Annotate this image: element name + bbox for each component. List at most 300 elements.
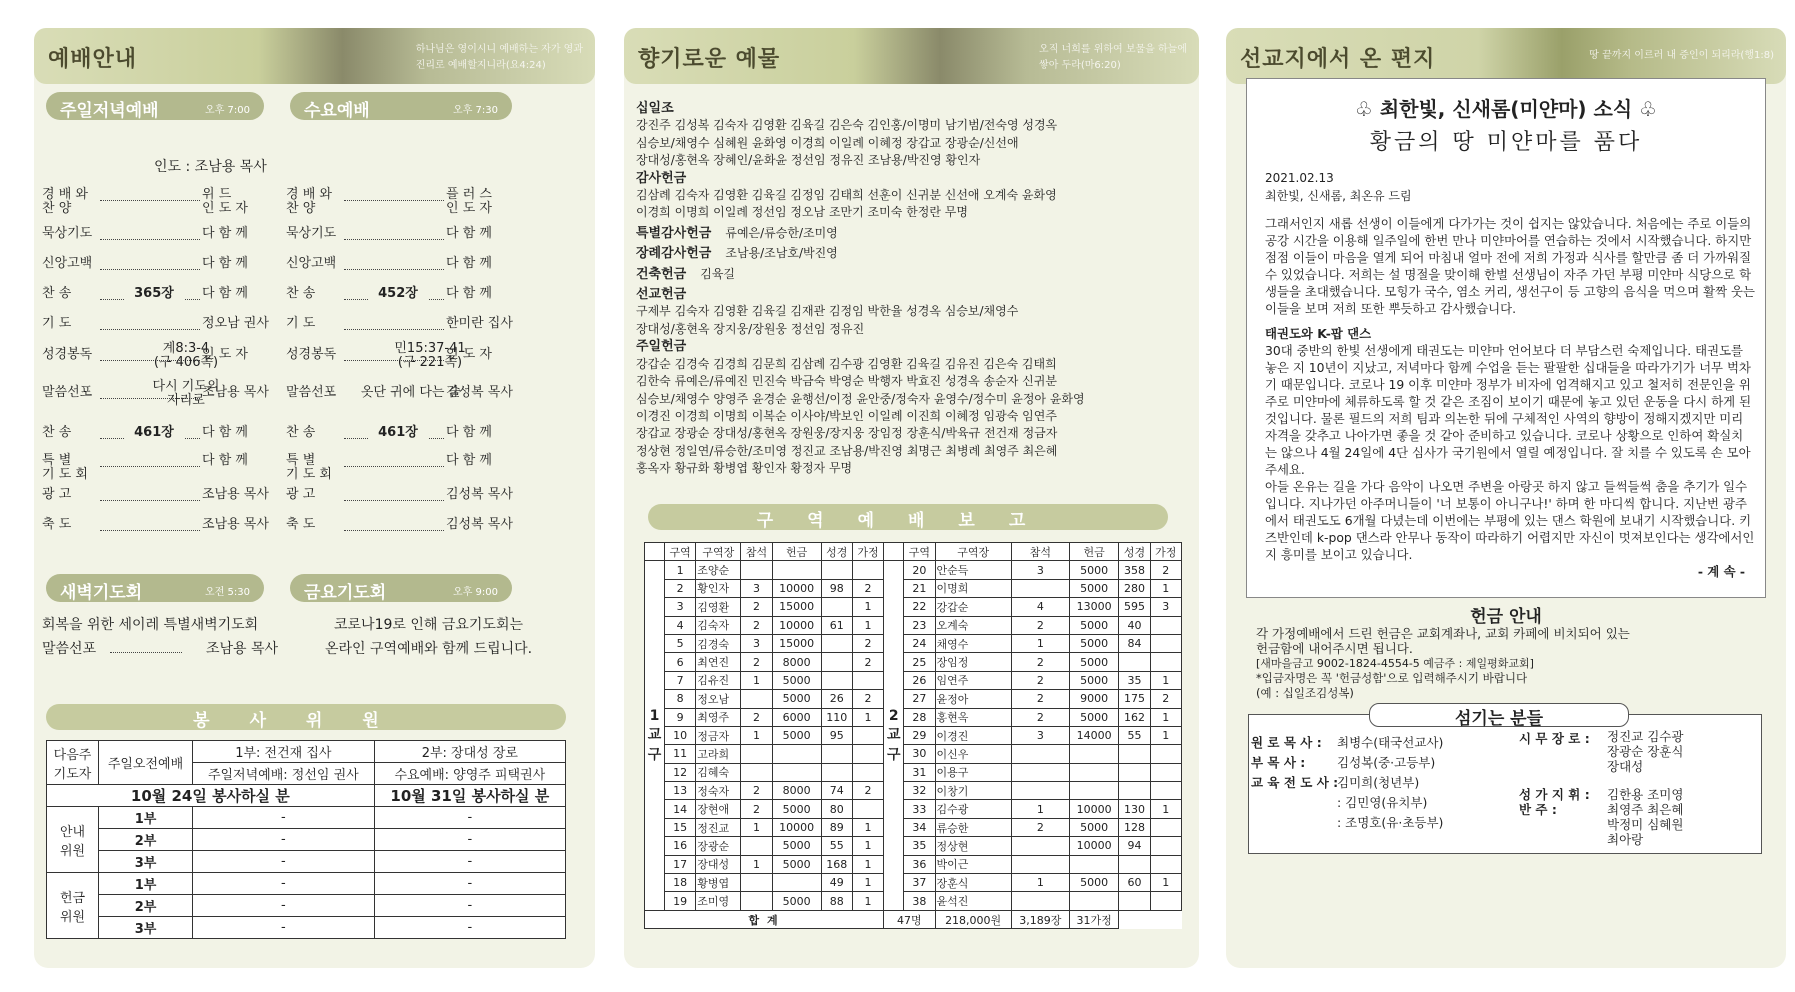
part2: 2부: 장대성 장로 — [374, 741, 565, 763]
wednesday-item-person: 플 러 스 인 도 자 — [446, 187, 492, 216]
table-cell: 5000 — [772, 800, 821, 818]
table-cell: 황인자 — [696, 579, 741, 597]
table-cell: 김유진 — [696, 671, 741, 689]
table-cell: 조양순 — [696, 561, 741, 579]
column-header: 성경 — [821, 543, 852, 561]
table-cell — [1150, 653, 1181, 671]
table-cell: 1 — [665, 561, 696, 579]
sunday-item-person: 인 도 자 — [202, 347, 248, 362]
table-cell: 1 — [852, 708, 883, 726]
offering-title: 향기로운 예물 — [638, 47, 781, 72]
table-cell: 38 — [904, 892, 935, 910]
table-cell: 2 — [852, 690, 883, 708]
wednesday-item-label: 말씀선포 — [286, 385, 337, 400]
table-row — [645, 745, 1182, 763]
table-cell: 1 — [1011, 634, 1069, 652]
district-1-label: 1 교 구 — [645, 561, 665, 910]
wednesday-item-label: 특 별 기 도 회 — [286, 453, 332, 482]
table-cell: 94 — [1119, 837, 1150, 855]
dawn-line: 회복을 위한 세이레 특별새벽기도회 — [42, 617, 259, 633]
sunday-item-person: 조남용 목사 — [202, 517, 269, 532]
next-week-prayer: 다음주 기도자 — [47, 741, 99, 785]
table-cell — [1119, 892, 1150, 910]
table-cell: 1 — [852, 874, 883, 892]
offering-category: 십일조 — [636, 101, 674, 116]
table-cell: 정숙자 — [696, 782, 741, 800]
table-cell — [821, 598, 852, 616]
wednesday-item-person: 다 함 께 — [446, 425, 492, 440]
table-cell — [1011, 745, 1069, 763]
table-cell: 20 — [904, 561, 935, 579]
table-cell: 10000 — [772, 818, 821, 836]
table-cell: 정금자 — [696, 726, 741, 744]
column-header: 가정 — [1150, 543, 1181, 561]
table-cell: 25 — [904, 653, 935, 671]
table-cell: 32 — [904, 782, 935, 800]
sunday-item-content: 계8:3-4 (구 406쪽) — [153, 341, 219, 370]
table-cell: 2 — [741, 800, 772, 818]
table-cell: 7 — [665, 671, 696, 689]
table-cell: 김경숙 — [696, 634, 741, 652]
table-row — [645, 671, 1182, 689]
table-cell — [741, 690, 772, 708]
table-cell: 168 — [821, 855, 852, 873]
oct24-volunteer: - — [193, 807, 375, 829]
table-cell — [821, 671, 852, 689]
table-cell — [772, 561, 821, 579]
column-header: 구역장 — [935, 543, 1011, 561]
friday-line2: 온라인 구역예배와 함께 드립니다. — [325, 641, 533, 657]
column-header: 성경 — [1119, 543, 1150, 561]
table-cell — [1119, 782, 1150, 800]
table-cell — [772, 874, 821, 892]
sunday-item-person: 조남용 목사 — [202, 385, 269, 400]
table-cell: 29 — [904, 726, 935, 744]
table-cell — [741, 874, 772, 892]
table-cell: 2 — [741, 598, 772, 616]
table-cell: 98 — [821, 579, 852, 597]
table-cell: 280 — [1119, 579, 1150, 597]
table-cell: 이용구 — [935, 763, 1011, 781]
associate-pastor: 김성복(중·고등부) — [1337, 755, 1436, 770]
table-cell — [852, 671, 883, 689]
table-cell: 13 — [665, 782, 696, 800]
sunday-item-content: 461장 — [124, 426, 184, 440]
table-cell — [1069, 763, 1118, 781]
table-cell: 5000 — [1069, 671, 1118, 689]
table-cell: 55 — [1119, 726, 1150, 744]
sunday-evening-title: 주일저녁예배 오후 7:00 — [46, 92, 264, 120]
offering-donors-line: 이경진 이경희 이명희 이복순 이사야/박보인 이일례 이진희 이혜정 임광숙 임연주 — [636, 408, 1057, 423]
table-cell: 1 — [852, 892, 883, 910]
mission-title: 선교지에서 온 편지 — [1240, 47, 1436, 72]
letter-from: 최한빛, 신새롬, 최온유 드림 — [1265, 189, 1412, 203]
table-cell: 2 — [741, 653, 772, 671]
table-cell: 1 — [1150, 800, 1181, 818]
oct24-volunteer: - — [193, 873, 375, 895]
table-cell: 5000 — [772, 892, 821, 910]
table-cell: 4 — [1011, 598, 1069, 616]
table-row — [645, 818, 1182, 836]
table-cell: 1 — [852, 616, 883, 634]
table-cell: 175 — [1119, 690, 1150, 708]
total-attendance: 47명 — [884, 910, 935, 928]
oct31-volunteer: - — [374, 895, 565, 917]
sunday-item-person: 다 함 께 — [202, 425, 248, 440]
part-label: 2부 — [99, 829, 193, 851]
table-cell: 5000 — [1069, 708, 1118, 726]
table-cell: 1 — [852, 598, 883, 616]
table-cell — [1119, 745, 1150, 763]
table-cell: 1 — [852, 855, 883, 873]
table-cell — [1119, 855, 1150, 873]
table-cell — [741, 763, 772, 781]
offering-donors-line: 김한숙 류예은/류예진 민진숙 박금숙 박영순 박행자 박효진 성경옥 송순자 신귀분 — [636, 374, 1057, 389]
table-cell: 9000 — [1069, 690, 1118, 708]
table-cell — [821, 745, 852, 763]
table-cell: 2 — [1011, 616, 1069, 634]
table-cell: 5000 — [1069, 634, 1118, 652]
wednesday-item-label: 찬 송 — [286, 425, 316, 440]
table-cell: 162 — [1119, 708, 1150, 726]
table-cell: 18 — [665, 874, 696, 892]
table-cell — [1119, 653, 1150, 671]
total-bible: 3,189장 — [1011, 910, 1069, 928]
wednesday-item-label: 광 고 — [286, 487, 316, 502]
table-cell: 74 — [821, 782, 852, 800]
dawn-preacher-label: 말씀선포 — [42, 641, 97, 657]
table-cell: 홍현옥 — [935, 708, 1011, 726]
table-cell: 2 — [1011, 818, 1069, 836]
table-cell: 3 — [1150, 598, 1181, 616]
table-cell: 2 — [1011, 708, 1069, 726]
table-cell: 130 — [1119, 800, 1150, 818]
sunday-item-label: 광 고 — [42, 487, 72, 502]
table-cell: 2 — [665, 579, 696, 597]
table-cell: 김숙자 — [696, 616, 741, 634]
offering-donors-line: 이경희 이명희 이일례 정선임 정오남 조만기 조미숙 한정란 무명 — [636, 205, 968, 220]
table-cell: 8000 — [772, 653, 821, 671]
table-cell: 1 — [1011, 800, 1069, 818]
offering-category: 감사헌금 — [636, 170, 687, 186]
sunday-item-person: 정오남 권사 — [202, 316, 269, 331]
sunday-item-label: 찬 송 — [42, 286, 72, 301]
table-cell: 17 — [665, 855, 696, 873]
table-cell: 55 — [821, 837, 852, 855]
part-label: 1부 — [99, 807, 193, 829]
oct24-volunteer: - — [193, 917, 375, 939]
table-cell: 김혜숙 — [696, 763, 741, 781]
worship-panel — [34, 28, 595, 968]
table-row — [645, 800, 1182, 818]
table-row — [645, 653, 1182, 671]
sunday-item-label: 축 도 — [42, 517, 72, 532]
table-cell: 37 — [904, 874, 935, 892]
table-cell — [852, 726, 883, 744]
wednesday-item-content: 옷단 귀에 다는 술 — [341, 386, 481, 400]
sunday-item-person: 다 함 께 — [202, 226, 248, 241]
table-cell — [1011, 579, 1069, 597]
table-cell: 21 — [904, 579, 935, 597]
table-row — [645, 782, 1182, 800]
table-cell: 5000 — [772, 690, 821, 708]
table-cell: 80 — [821, 800, 852, 818]
table-cell: 5000 — [772, 837, 821, 855]
wednesday-item-label: 묵상기도 — [286, 226, 337, 241]
table-row — [645, 598, 1182, 616]
table-cell: 30 — [904, 745, 935, 763]
table-cell: 조미영 — [696, 892, 741, 910]
offering-category: 장례감사헌금 조남용/조남호/박진영 — [636, 246, 838, 262]
evangelist-2: : 김민영(유치부) — [1337, 795, 1428, 810]
sunday-item-label: 신앙고백 — [42, 256, 93, 271]
table-cell: 1 — [741, 855, 772, 873]
table-cell — [1150, 837, 1181, 855]
sunday-item-label: 말씀선포 — [42, 385, 93, 400]
table-cell: 1 — [1150, 726, 1181, 744]
table-cell: 2 — [1011, 653, 1069, 671]
table-cell: 2 — [741, 708, 772, 726]
table-cell: 16 — [665, 837, 696, 855]
table-cell: 정진교 — [696, 818, 741, 836]
table-cell — [1011, 892, 1069, 910]
sunday-item-label: 찬 송 — [42, 425, 72, 440]
table-cell: 10000 — [1069, 800, 1118, 818]
wednesday-item-label: 기 도 — [286, 316, 316, 331]
evangelist-1: 김미희(청년부) — [1337, 775, 1420, 790]
table-cell: 10000 — [772, 616, 821, 634]
table-row — [645, 874, 1182, 892]
table-cell: 10000 — [1069, 837, 1118, 855]
service-table — [46, 740, 566, 939]
table-cell: 595 — [1119, 598, 1150, 616]
table-cell: 강갑순 — [935, 598, 1011, 616]
wednesday-item-label: 신앙고백 — [286, 256, 337, 271]
table-cell: 89 — [821, 818, 852, 836]
table-cell: 오계숙 — [935, 616, 1011, 634]
offering-verse: 오직 너희를 위하여 보물을 하늘에 쌓아 두라(마6:20) — [1039, 44, 1187, 71]
table-cell: 최연진 — [696, 653, 741, 671]
table-cell: 이신우 — [935, 745, 1011, 763]
table-cell: 15 — [665, 818, 696, 836]
offering-guide: 각 가정예배에서 드린 헌금은 교회계좌나, 교회 카페에 비치되어 있는 헌금함에 내어주시면 됩니다. [새마을금고 9002-1824-4554-5 예금주 : 제일평화교회] *입금자명은 꼭 '헌금성함'으로 입력해주시기 바랍니다 (예 : 십일조김성복) — [1256, 626, 1776, 701]
table-cell: 23 — [904, 616, 935, 634]
table-cell — [821, 634, 852, 652]
table-row — [645, 892, 1182, 910]
worship-header — [34, 28, 595, 84]
wednesday-item-content: 452장 — [368, 287, 428, 301]
offering-donors-line: 강갑순 김경숙 김경희 김문희 김삼례 김수광 김영환 김육길 김유진 김은숙 김태희 — [636, 356, 1057, 371]
staff-box: 섬기는 분들 원 로 목 사 : 부 목 사 : 교 육 전 도 사 : 최병수(태국선교사) 김성복(중·고등부) 김미희(청년부) : 김민영(유치부) : 조명호(유·초등부) 시 무 장 로 : 정진교 김수광 장광순 장훈식 장대성 성 가 지 휘 : 반 주 : 김한용 조미영 최영주 최은혜 박정미 심혜원 최아랑 — [1248, 714, 1762, 854]
wednesday-item-person: 다 함 께 — [446, 453, 492, 468]
sunday-pm: 주일저녁예배: 정선임 권사 — [193, 763, 375, 785]
table-cell: 장광순 — [696, 837, 741, 855]
table-cell: 5000 — [772, 855, 821, 873]
table-cell: 최영주 — [696, 708, 741, 726]
table-cell: 1 — [1011, 874, 1069, 892]
table-row — [645, 855, 1182, 873]
oct24-volunteer: - — [193, 895, 375, 917]
part1: 1부: 전건재 집사 — [193, 741, 375, 763]
wednesday-item-person: 인 도 자 — [446, 347, 492, 362]
sunday-item-label: 경 배 와 찬 양 — [42, 187, 88, 216]
part-label: 1부 — [99, 873, 193, 895]
letter-date: 2021.02.13 — [1265, 171, 1334, 185]
table-cell: 황병엽 — [696, 874, 741, 892]
wednesday-item-label: 찬 송 — [286, 286, 316, 301]
wednesday-item-person: 한미란 집사 — [446, 316, 513, 331]
oct31-volunteer: - — [374, 851, 565, 873]
offering-donors: 류예은/류승한/조미영 — [725, 225, 838, 240]
table-cell: 윤석진 — [935, 892, 1011, 910]
table-cell: 60 — [1119, 874, 1150, 892]
choir-staff: 김한용 조미영 최영주 최은혜 박정미 심혜원 최아랑 — [1607, 787, 1684, 847]
table-cell: 14000 — [1069, 726, 1118, 744]
offering-donors-line: 심승보/채영수 심혜원 윤화영 이경희 이일례 이혜정 장갑교 장광순/신선애 — [636, 135, 1019, 150]
column-header: 참석 — [741, 543, 772, 561]
oct31-volunteer: - — [374, 807, 565, 829]
offering-donors: 조남용/조남호/박진영 — [725, 246, 838, 261]
wednesday-item-label: 경 배 와 찬 양 — [286, 187, 332, 216]
table-cell: 88 — [821, 892, 852, 910]
sunday-item-person: 다 함 께 — [202, 256, 248, 271]
service-band: 봉사위원 — [46, 704, 566, 730]
table-cell: 8 — [665, 690, 696, 708]
table-cell: 95 — [821, 726, 852, 744]
elders: 정진교 김수광 장광순 장훈식 장대성 — [1607, 729, 1684, 774]
table-cell — [1011, 837, 1069, 855]
table-cell — [1069, 745, 1118, 763]
sunday-item-content: 다시 기도의 자리로 — [152, 379, 220, 408]
table-cell: 27 — [904, 690, 935, 708]
table-cell — [852, 561, 883, 579]
offering-category: 선교헌금 — [636, 287, 687, 303]
wednesday-item-content: 461장 — [368, 426, 428, 440]
table-cell: 2 — [852, 782, 883, 800]
table-cell: 13000 — [1069, 598, 1118, 616]
sunday-item-content: 365장 — [124, 287, 184, 301]
oct31-label: 10월 31일 봉사하실 분 — [374, 785, 565, 807]
table-cell: 1 — [741, 671, 772, 689]
table-cell — [1119, 763, 1150, 781]
table-cell: 1 — [741, 818, 772, 836]
table-cell: 358 — [1119, 561, 1150, 579]
offering-panel — [624, 28, 1199, 968]
table-cell: 장훈식 — [935, 874, 1011, 892]
column-header: 구역 — [665, 543, 696, 561]
column-header: 구역장 — [696, 543, 741, 561]
wednesday-title: 수요예배 오후 7:30 — [290, 92, 512, 120]
offering-donors-line: 구제부 김숙자 김영환 김육길 김재관 김정임 박한율 성경옥 심승보/채영수 — [636, 304, 1019, 319]
offering-category: 건축헌금 김육길 — [636, 266, 736, 282]
usher-committee-label: 안내 위원 — [47, 807, 99, 873]
table-cell: 6000 — [772, 708, 821, 726]
table-row — [645, 763, 1182, 781]
table-cell: 1 — [1150, 708, 1181, 726]
sunday-item-person: 조남용 목사 — [202, 487, 269, 502]
column-header: 헌금 — [772, 543, 821, 561]
table-cell — [1150, 763, 1181, 781]
letter-paragraph-1: 그래서인지 새롭 선생이 이들에게 다가가는 것이 쉽지는 않았습니다. 처음에는 주로 이들의 공강 시간을 이용해 일주일에 한번 만나 미얀마어를 연습하는 것에서 시작했습니다. 하지만 점점 이들이 마음을 열게 되어 마침내 얼마 전에 저희 가정과 식사를 할만큼 좀 더 가까워질 수 있었습니다. 저희는 설 명절을 맞이해 한벌 선생님이 자주 가던 부평 미얀마 식당으로 학생들을 초대했습니다. 모힝가 국수, 염소 커리, 생선구이 등 고향의 음식을 먹으며 활짝 웃는 이들을 보며 저희 또한 뿌듯하고 감사했습니다. — [1265, 216, 1755, 316]
table-row — [645, 616, 1182, 634]
friday-title: 금요기도회 오후 9:00 — [290, 574, 512, 602]
offering-category: 주일헌금 — [636, 339, 687, 355]
table-cell: 10000 — [772, 579, 821, 597]
friday-line1: 코로나19로 인해 금요기도회는 — [334, 617, 524, 633]
table-cell: 28 — [904, 708, 935, 726]
table-cell: 6 — [665, 653, 696, 671]
wednesday-item-person: 다 함 께 — [446, 226, 492, 241]
sunday-item-person: 위 드 인 도 자 — [202, 187, 248, 216]
table-row — [645, 837, 1182, 855]
table-cell: 31 — [904, 763, 935, 781]
table-cell: 류승한 — [935, 818, 1011, 836]
oct24-volunteer: - — [193, 829, 375, 851]
table-row — [645, 690, 1182, 708]
dawn-preacher: 조남용 목사 — [206, 641, 279, 657]
table-cell: 정오남 — [696, 690, 741, 708]
table-cell: 5000 — [772, 726, 821, 744]
table-cell: 1 — [741, 726, 772, 744]
table-cell — [741, 892, 772, 910]
wed-prayer: 수요예배: 양영주 피택권사 — [374, 763, 565, 785]
table-cell: 1 — [852, 818, 883, 836]
table-cell — [1011, 763, 1069, 781]
part-label: 2부 — [99, 895, 193, 917]
table-cell — [1011, 782, 1069, 800]
table-cell — [821, 653, 852, 671]
table-cell: 5000 — [1069, 653, 1118, 671]
table-cell: 35 — [904, 837, 935, 855]
letter-continued: - 계 속 - — [1697, 564, 1745, 579]
table-cell: 2 — [1150, 561, 1181, 579]
offering-donors-line: 김삼례 김숙자 김영환 김육길 김정임 김태희 선훈이 신귀분 신선애 오계숙 윤화영 — [636, 188, 1057, 203]
oct24-volunteer: - — [193, 851, 375, 873]
table-cell: 26 — [904, 671, 935, 689]
table-cell: 이창기 — [935, 782, 1011, 800]
wednesday-item-person: 김성복 목사 — [446, 517, 513, 532]
table-cell — [852, 763, 883, 781]
district-table — [644, 542, 1182, 929]
table-cell: 윤정아 — [935, 690, 1011, 708]
table-cell: 2 — [1011, 690, 1069, 708]
table-cell: 2 — [741, 782, 772, 800]
offering-category: 특별감사헌금 류예은/류승한/조미영 — [636, 225, 838, 241]
table-cell: 1 — [852, 837, 883, 855]
total-label: 합 계 — [645, 910, 884, 928]
table-cell: 3 — [1011, 726, 1069, 744]
staff-title: 섬기는 분들 — [1369, 703, 1629, 727]
missionary-letter — [1246, 78, 1766, 598]
column-header: 가정 — [852, 543, 883, 561]
table-cell: 박이근 — [935, 855, 1011, 873]
wednesday-item-label: 성경봉독 — [286, 347, 337, 362]
bank-account: [새마을금고 9002-1824-4554-5 예금주 : 제일평화교회] — [1256, 657, 1534, 670]
table-cell — [1150, 818, 1181, 836]
report-band: 구역예배보고 — [648, 504, 1168, 530]
sunday-leader: 인도 : 조남용 목사 — [154, 159, 267, 175]
sunday-am-label: 주일오전예배 — [99, 741, 193, 785]
table-cell: 15000 — [772, 598, 821, 616]
table-cell: 고라희 — [696, 745, 741, 763]
table-cell: 5000 — [1069, 579, 1118, 597]
column-header: 구역 — [904, 543, 935, 561]
table-cell: 110 — [821, 708, 852, 726]
table-row — [645, 634, 1182, 652]
sunday-item-label: 특 별 기 도 회 — [42, 453, 88, 482]
oct24-label: 10월 24일 봉사하실 분 — [47, 785, 375, 807]
table-cell: 김수광 — [935, 800, 1011, 818]
